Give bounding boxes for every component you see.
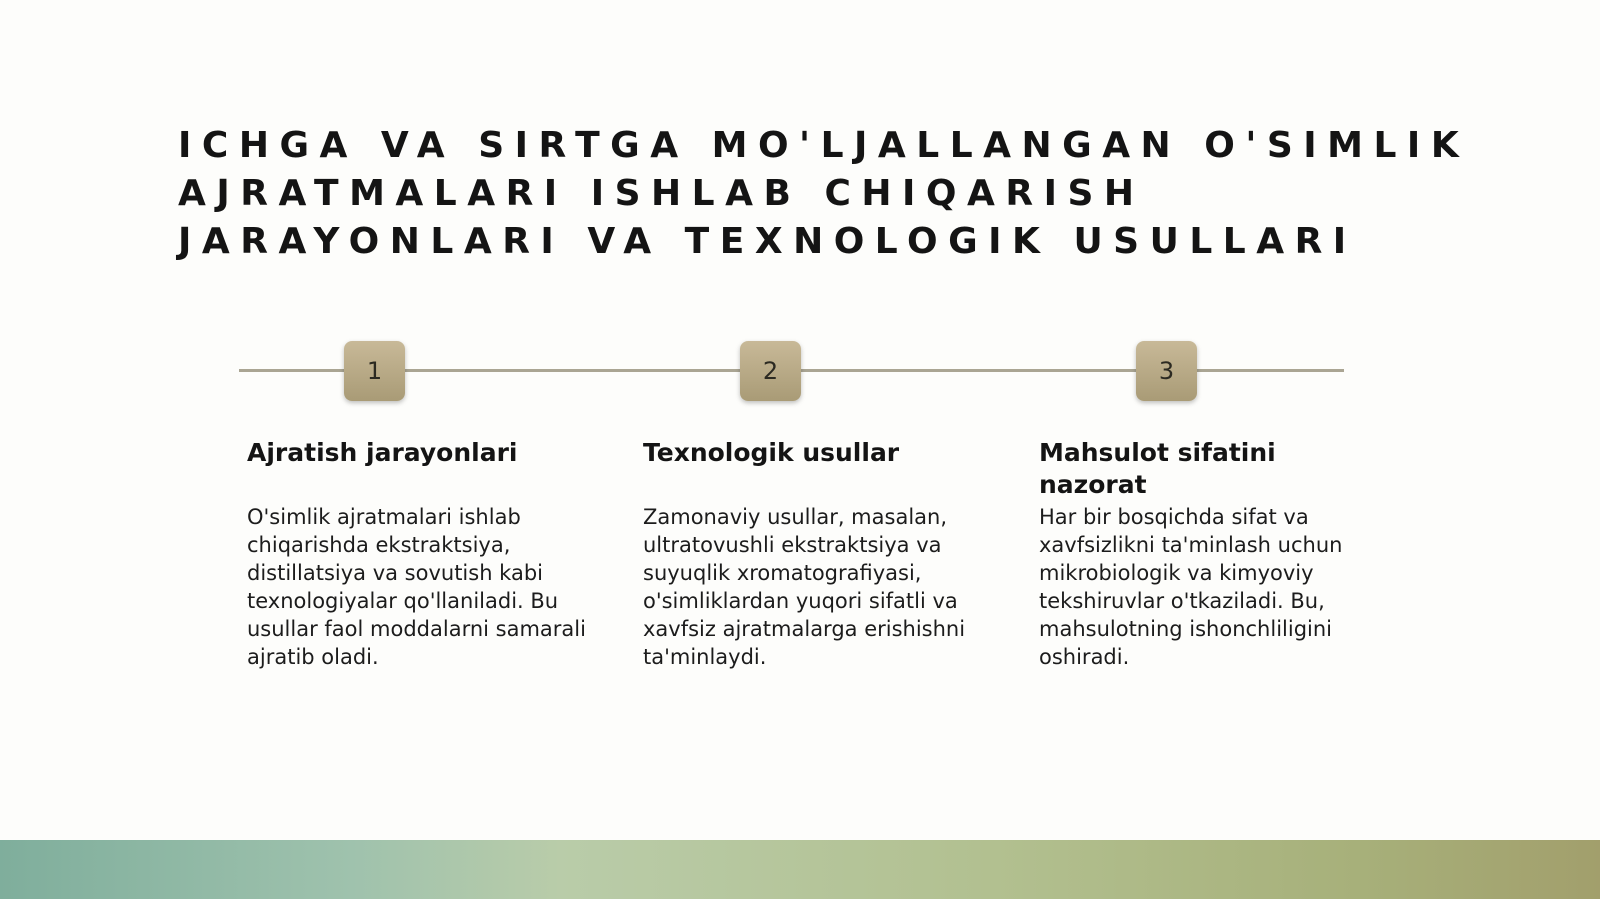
title-line-2: AJRATMALARI ISHLAB CHIQARISH xyxy=(178,173,1145,214)
step-heading: Ajratish jarayonlari xyxy=(247,438,518,467)
step-badge-3: 3 xyxy=(1136,341,1197,401)
decorative-bottom-band xyxy=(0,840,1600,899)
step-heading: Mahsulot sifatini nazorat xyxy=(1039,438,1276,499)
step-column-1 xyxy=(247,437,587,671)
step-description: O'simlik ajratmalari ishlab chiqarishda ekstraktsiya, distillatsiya va sovutish kabi texnologiyalar qo'llaniladi. Bu usullar faol moddalarni samarali ajratib oladi. xyxy=(247,505,586,669)
step-description: Har bir bosqichda sifat va xavfsizlikni ta'minlash uchun mikrobiologik va kimyoviy tekshiruvlar o'tkaziladi. Bu, mahsulotning ishonchliligini oshiradi. xyxy=(1039,505,1343,669)
step-column-3 xyxy=(1039,437,1379,671)
step-column-2 xyxy=(643,437,983,671)
slide-title xyxy=(178,122,1538,266)
step-badge-1: 1 xyxy=(344,341,405,401)
step-heading: Texnologik usullar xyxy=(643,438,900,467)
step-badge-2: 2 xyxy=(740,341,801,401)
step-description: Zamonaviy usullar, masalan, ultratovushli ekstraktsiya va suyuqlik xromatografiyasi, o'simliklardan yuqori sifatli va xavfsiz ajratmalarga erishishni ta'minlaydi. xyxy=(643,505,966,669)
title-line-1: ICHGA VA SIRTGA MO'LJALLANGAN O'SIMLIK xyxy=(178,125,1470,166)
title-line-3: JARAYONLARI VA TEXNOLOGIK USULLARI xyxy=(178,221,1357,262)
